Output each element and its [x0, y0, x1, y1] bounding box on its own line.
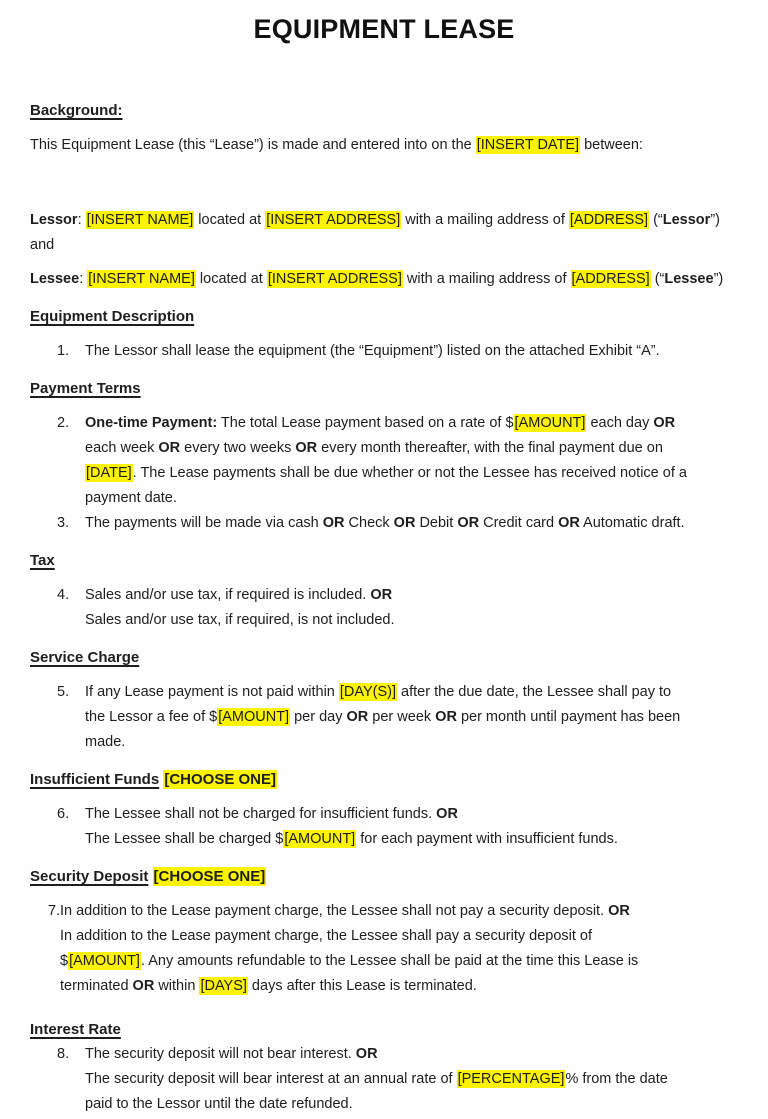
highlight-field: [INSERT ADDRESS]	[267, 271, 402, 287]
insufficient-funds-heading-text: Insufficient Funds [CHOOSE ONE]	[30, 771, 277, 788]
highlight-field: [INSERT NAME]	[88, 271, 195, 287]
clause-7-security-deposit	[30, 899, 738, 999]
list-number: 7.	[48, 903, 61, 919]
intro-paragraph	[30, 133, 738, 158]
lessee-paragraph	[30, 267, 738, 292]
highlight-field: [INSERT ADDRESS]	[266, 212, 401, 228]
clause-5-service-charge-text: If any Lease payment is not paid within [DAY(S)] after the due date, the Lessee shall pay to the Lessor a fee of $[AMOUNT] per day OR per week OR per month until payment has been made.	[85, 684, 681, 750]
highlight-field: [AMOUNT]	[284, 831, 356, 847]
intro-paragraph-text: This Equipment Lease (this “Lease”) is made and entered into on the [INSERT DATE] between:	[30, 137, 643, 153]
list-number: 2.	[57, 415, 70, 431]
highlight-field: [AMOUNT]	[514, 415, 586, 431]
clause-3-payment-method-text: The payments will be made via cash OR Check OR Debit OR Credit card OR Automatic draft.	[85, 515, 685, 531]
clause-6-insufficient-funds-text: The Lessee shall not be charged for insufficient funds. OR The Lessee shall be charged $[AMOUNT] for each payment with insufficient funds.	[85, 806, 618, 847]
security-deposit-heading	[30, 864, 738, 889]
lessee-paragraph-text: Lessee: [INSERT NAME] located at [INSERT ADDRESS] with a mailing address of [ADDRESS] (“Lessee”)	[30, 271, 724, 287]
clause-4-tax	[30, 583, 738, 633]
clause-1-equipment-text: The Lessor shall lease the equipment (the “Equipment”) listed on the attached Exhibit “A”.	[85, 343, 660, 359]
list-number: 4.	[57, 587, 70, 603]
clause-7-security-deposit-text: In addition to the Lease payment charge, the Lessee shall not pay a security deposit. OR In addition to the Lease payment charge, the Lessee shall pay a security deposit of $[AMOUNT]. Any amounts refundable to the Lessee shall be paid at the time this Lease is terminated OR within [DAYS] days after this Lease is terminated.	[60, 903, 639, 994]
lessor-paragraph-text: Lessor: [INSERT NAME] located at [INSERT ADDRESS] with a mailing address of [ADDRESS] (“Lessor”) and	[30, 212, 720, 253]
highlight-field: [ADDRESS]	[569, 212, 649, 228]
equipment-description-heading	[30, 304, 738, 329]
service-charge-heading-text: Service Charge	[30, 649, 140, 666]
list-number: 1.	[57, 343, 70, 359]
clause-8-interest-rate	[30, 1042, 738, 1117]
highlight-field: [DAY(S)]	[339, 684, 397, 700]
highlight-field: [DATE]	[86, 465, 132, 481]
payment-terms-heading-text: Payment Terms	[30, 380, 141, 397]
clause-2-one-time-payment-text: One-time Payment: The total Lease payment based on a rate of $[AMOUNT] each day OR each week OR every two weeks OR every month thereafter, with the final payment due on [DATE]. The Lease payments shall be due whether or not the Lessee has received notice of a payment date.	[85, 415, 687, 506]
clause-3-payment-method	[30, 511, 738, 536]
document-body	[30, 98, 738, 1117]
highlight-field: [CHOOSE ONE]	[164, 771, 277, 788]
highlight-field: [AMOUNT]	[218, 709, 290, 725]
equipment-description-heading-text: Equipment Description	[30, 308, 195, 325]
highlight-field: [ADDRESS]	[571, 271, 650, 287]
highlight-field: [AMOUNT]	[69, 953, 140, 969]
clause-2-one-time-payment	[30, 411, 738, 511]
interest-rate-heading	[30, 1017, 738, 1042]
lessor-paragraph	[30, 208, 738, 258]
payment-terms-heading	[30, 376, 738, 401]
highlight-field: [INSERT NAME]	[86, 212, 194, 228]
clause-6-insufficient-funds	[30, 802, 738, 852]
list-number: 5.	[57, 684, 70, 700]
security-deposit-heading-text: Security Deposit [CHOOSE ONE]	[30, 868, 266, 885]
document-title: EQUIPMENT LEASE	[253, 14, 515, 44]
highlight-field: [PERCENTAGE]	[457, 1071, 565, 1087]
list-number: 6.	[57, 806, 70, 822]
highlight-field: [DAYS]	[200, 978, 247, 994]
highlight-field: [CHOOSE ONE]	[153, 868, 266, 885]
list-number: 3.	[57, 515, 70, 531]
tax-heading-text: Tax	[30, 552, 55, 569]
insufficient-funds-heading	[30, 767, 738, 792]
list-number: 8.	[57, 1046, 70, 1062]
background-heading	[30, 98, 738, 123]
clause-4-tax-text: Sales and/or use tax, if required is included. OR Sales and/or use tax, if required, is not included.	[85, 587, 395, 628]
clause-8-interest-rate-text: The security deposit will not bear interest. OR The security deposit will bear interest at an annual rate of [PERCENTAGE]% from the date paid to the Lessor until the date refunded.	[85, 1046, 668, 1112]
clause-5-service-charge	[30, 680, 738, 755]
clause-1-equipment	[30, 339, 738, 364]
background-heading-text: Background:	[30, 102, 123, 119]
highlight-field: [INSERT DATE]	[476, 137, 580, 153]
service-charge-heading	[30, 645, 738, 670]
interest-rate-heading-text: Interest Rate	[30, 1021, 121, 1038]
tax-heading	[30, 548, 738, 573]
